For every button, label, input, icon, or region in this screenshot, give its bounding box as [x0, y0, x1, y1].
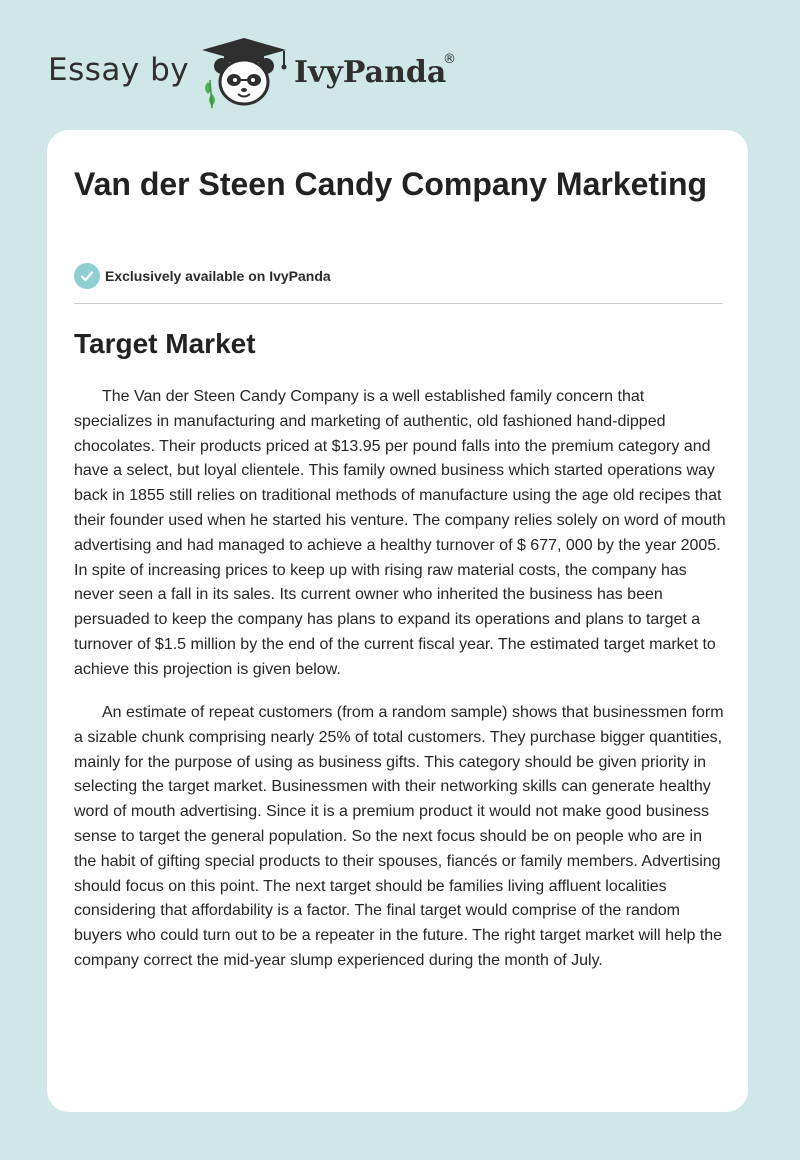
essay-by-label: Essay by — [48, 52, 190, 88]
paragraph: An estimate of repeat customers (from a random sample) shows that businessmen form a sizable chunk comprising nearly 25% of total customers. They purchase bigger quantities, mainly for the purpose of using as business gifts. This category should be given priority in selecting the target market. Businessmen with their networking skills can generate healthy word of mouth advertising. Since it is a premium product it would not make good business sense to target the general population. So the next focus should be on people who are in the habit of gifting special products to their spouses, fiancés or family members. Advertising should focus on this point. The next target should be families living affluent localities considering that affordability is a factor. The final target would comprise of the random buyers who could turn out to be a repeater in the future. The right target market will help the company correct the mid-year slump experienced during the month of July. — [74, 704, 724, 969]
panda-graduate-logo-icon[interactable] — [198, 36, 290, 110]
essay-title: Van der Steen Candy Company Marketing — [74, 166, 708, 202]
divider — [74, 303, 723, 304]
check-icon — [74, 263, 100, 289]
section-heading: Target Market — [74, 328, 256, 359]
exclusive-badge-label: Exclusively available on IvyPanda — [105, 268, 331, 284]
paragraph: The Van der Steen Candy Company is a well established family concern that specializes in manufacturing and marketing of authentic, old fashioned hand-dipped chocolates. Their products priced at $13.95 per pound falls into the premium category and have a select, but loyal clientele. This family owned business which started operations way back in 1855 still relies on traditional methods of manufacture using the age old recipes that their founder used when he started his venture. The company relies solely on word of mouth advertising and had managed to achieve a healthy turnover of $ 677, 000 by the year 2005. In spite of increasing prices to keep up with rising raw material costs, the company has never seen a fall in its sales. Its current owner who inherited the business has been persuaded to keep the company has plans to expand its operations and plans to target a turnover of $1.5 million by the end of the current fiscal year. The estimated target market to achieve this projection is given below. — [74, 388, 726, 678]
registered-mark: ® — [443, 52, 456, 67]
exclusive-badge — [74, 263, 331, 289]
essay-card — [47, 130, 748, 1112]
brand-name: IvyPanda — [294, 55, 447, 90]
site-header — [0, 0, 800, 130]
